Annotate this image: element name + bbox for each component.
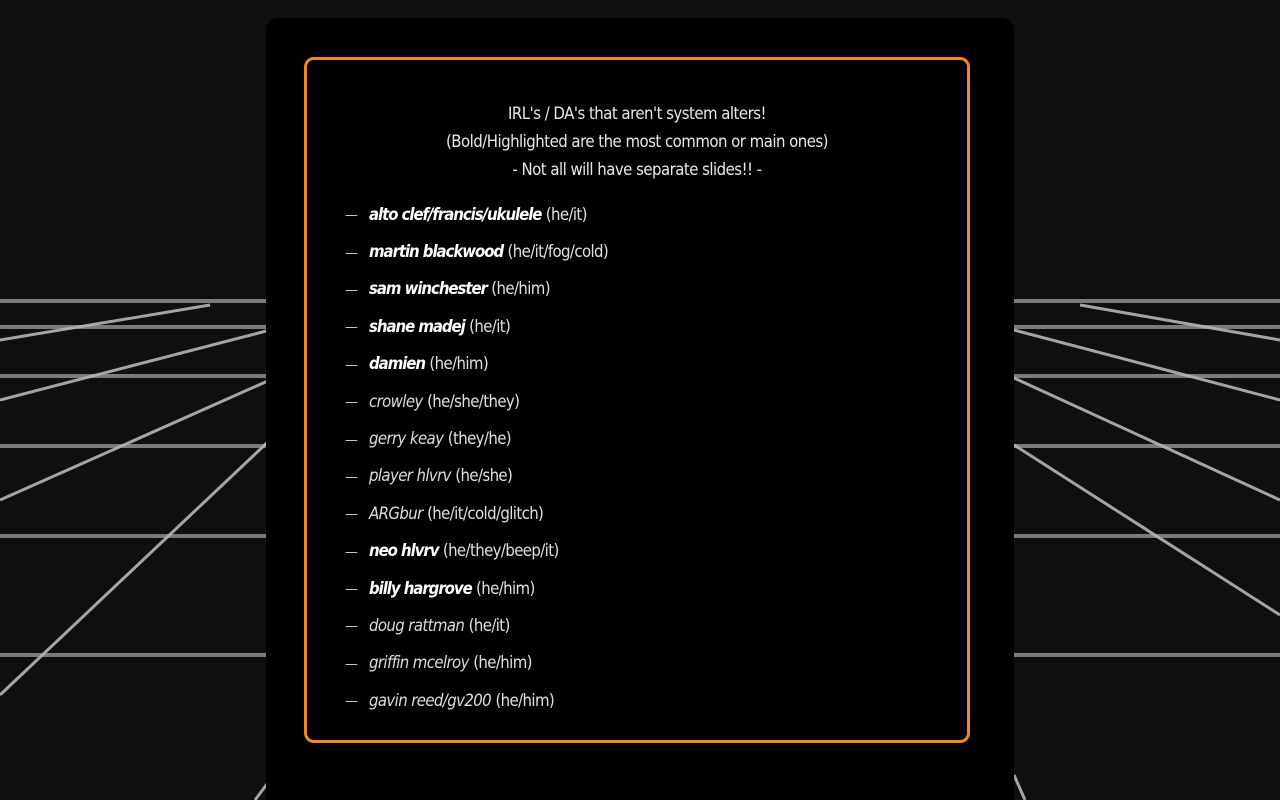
entry-name: shane madej [369, 316, 465, 337]
entry-pronouns: (he/it) [545, 204, 587, 225]
header-title: IRL's / DA's that aren't system alters! [508, 104, 766, 124]
dash-bullet-icon: — [345, 619, 358, 635]
dash-bullet-icon: — [345, 395, 358, 411]
dash-bullet-icon: — [345, 694, 358, 710]
dash-bullet-icon: — [345, 245, 358, 261]
entry-name: sam winchester [369, 279, 487, 300]
dash-bullet-icon: — [345, 432, 358, 448]
entry-pronouns: (he/him) [491, 279, 550, 300]
dash-bullet-icon: — [345, 320, 358, 336]
list-item [345, 682, 641, 719]
dash-bullet-icon: — [345, 469, 358, 485]
content-card [266, 18, 1014, 800]
entry-pronouns: (he/she) [455, 466, 513, 487]
list-item [345, 346, 641, 383]
entry-pronouns: (he/they/beep/it) [442, 541, 559, 562]
header-legend-note: (Bold/Highlighted are the most common or main ones) [445, 132, 828, 152]
entry-pronouns: (he/him) [473, 653, 532, 674]
entry-name: martin blackwood [369, 242, 504, 263]
list-item [345, 383, 641, 420]
dash-bullet-icon: — [345, 282, 358, 298]
entry-name: neo hlvrv [369, 541, 439, 562]
entry-pronouns: (he/him) [495, 690, 555, 711]
list-item [345, 196, 641, 233]
entry-pronouns: (they/he) [447, 429, 512, 450]
list-item [345, 645, 641, 682]
entry-name: gavin reed/gv200 [369, 690, 492, 711]
dash-bullet-icon: — [345, 656, 358, 672]
dash-bullet-icon: — [345, 208, 358, 224]
entry-name: damien [369, 354, 425, 375]
list-item [345, 233, 641, 270]
dash-bullet-icon: — [345, 582, 358, 598]
entry-pronouns: (he/she/they) [427, 391, 520, 412]
entry-pronouns: (he/it) [468, 615, 510, 636]
dash-bullet-icon: — [345, 357, 358, 373]
list-item [345, 495, 641, 532]
entry-pronouns: (he/him) [429, 354, 489, 375]
dash-bullet-icon: — [345, 544, 358, 560]
alters-list [345, 196, 641, 719]
list-item [345, 420, 641, 457]
entry-pronouns: (he/it/fog/cold) [507, 242, 609, 263]
header-slides-note: - Not all will have separate slides!! - [512, 160, 762, 180]
dash-bullet-icon: — [345, 507, 358, 523]
list-item [345, 308, 641, 345]
entry-name: gerry keay [369, 429, 444, 450]
entry-pronouns: (he/him) [476, 578, 535, 599]
panel-header [347, 100, 928, 184]
entry-name: ARGbur [369, 503, 423, 524]
entry-name: griffin mcelroy [369, 653, 469, 674]
entry-name: crowley [369, 391, 423, 412]
list-item [345, 271, 641, 308]
list-item [345, 458, 641, 495]
list-item [345, 533, 641, 570]
entry-pronouns: (he/it) [469, 316, 511, 337]
entry-pronouns: (he/it/cold/glitch) [427, 503, 544, 524]
orange-bordered-panel [304, 57, 970, 743]
entry-name: billy hargrove [369, 578, 472, 599]
list-item [345, 607, 641, 644]
entry-name: doug rattman [369, 615, 465, 636]
entry-name: alto clef/francis/ukulele [369, 204, 542, 225]
list-item [345, 570, 641, 607]
entry-name: player hlvrv [369, 466, 451, 487]
